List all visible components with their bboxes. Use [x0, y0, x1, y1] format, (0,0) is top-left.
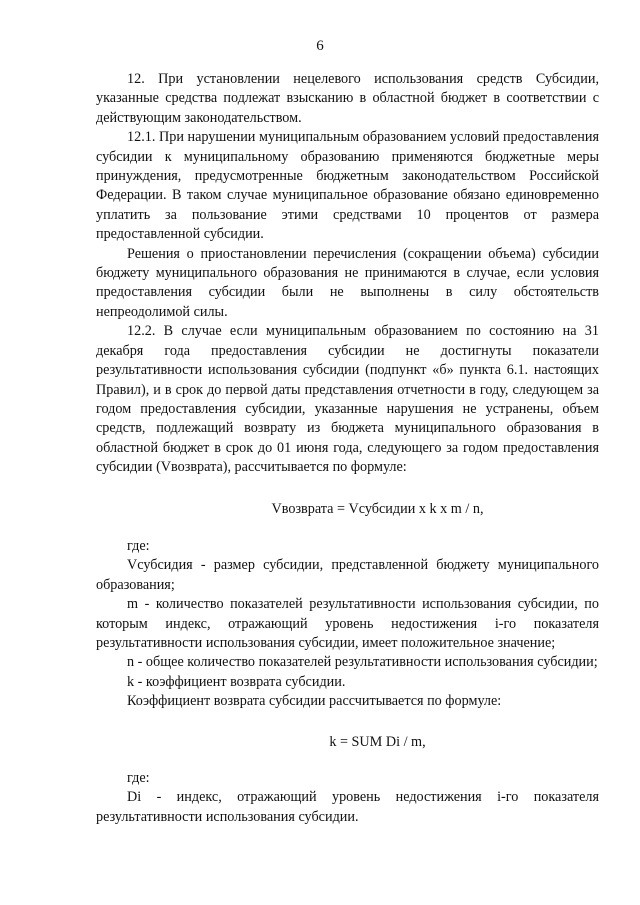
where-label-1: где:: [127, 537, 150, 554]
definition-m: m - количество показателей результативности использования субсидии, по которым индекс, отражающий уровень недостижения i-го показателя результативности использования субсидии, имеет положительное значение;: [96, 596, 599, 651]
formula-return-volume: Vвозврата = Vсубсидии x k x m / n,: [271, 500, 484, 517]
definition-k: k - коэффициент возврата субсидии.: [127, 673, 346, 690]
definition-v-subsidy: Vсубсидия - размер субсидии, представленной бюджету муниципального образования;: [96, 557, 599, 593]
paragraph-decisions: Решения о приостановлении перечисления (сокращении объема) субсидии бюджету муниципального образования не принимаются в случае, если условия предоставления субсидии были не выполнены в силу обстоятельств непреодолимой силы.: [96, 245, 599, 320]
definition-n: n - общее количество показателей результативности использования субсидии;: [127, 654, 598, 671]
paragraph-12-1: 12.1. При нарушении муниципальным образованием условий предоставления субсидии к муниципальному образованию применяются бюджетные меры принуждения, предусмотренные бюджетным законодательством Российской Федерации. В таком случае муниципальное образование обязано единовременно уплатить за пользование этими средствами 10 процентов от размера предоставленной субсидии.: [96, 129, 599, 243]
paragraph-k-intro: Коэффициент возврата субсидии рассчитывается по формуле:: [127, 693, 502, 710]
page-number: 6: [316, 38, 324, 54]
where-label-2: где:: [127, 770, 150, 786]
definition-di: Di - индекс, отражающий уровень недостижения i-го показателя результативности использования субсидии.: [96, 789, 599, 825]
formula-k: k = SUM Di / m,: [329, 733, 426, 750]
document-body: [96, 70, 599, 827]
paragraph-12: 12. При установлении нецелевого использования средств Субсидии, указанные средства подлежат взысканию в областной бюджет в соответствии с действующим законодательством.: [96, 71, 599, 126]
paragraph-12-2: 12.2. В случае если муниципальным образованием по состоянию на 31 декабря года предоставления субсидии не достигнуты показатели результативности использования субсидии (подпункт «б» пункта 6.1. настоящих Правил), и в срок до первой даты представления отчетности в году, следующем за годом предоставления субсидии, указанные нарушения не устранены, объем средств, подлежащий возврату из бюджета муниципального образования в областной бюджет в срок до 01 июня года, следующего за годом предоставления субсидии (Vвозврата), рассчитывается по формуле:: [96, 323, 599, 476]
